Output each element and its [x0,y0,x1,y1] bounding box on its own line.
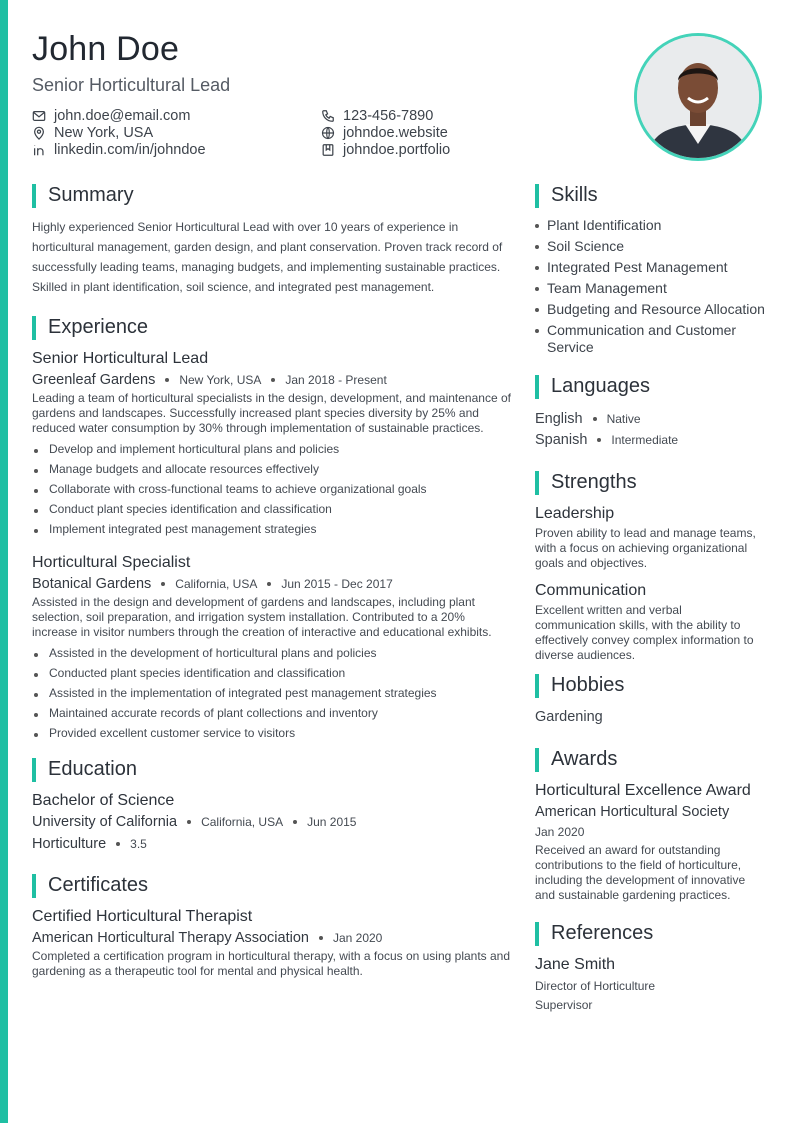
accent-bar [0,0,8,1123]
contact-location [32,124,321,141]
hobbies-heading [535,673,765,698]
language-name: Spanish [535,431,588,448]
profile-photo [634,33,762,161]
separator-dot [267,582,271,586]
heading-accent [535,674,539,698]
job-description: Leading a team of horticultural specialists in the design, development, and maintenance of gardens and landscapes. Successfully increased plant species diversity by 25% and reduced water consumption by 30% through implementation of sustainable practices. [32,391,511,435]
skill-item: Communication and Customer Service [535,322,765,356]
heading-accent [535,748,539,772]
linkedin-icon [32,143,46,157]
skills-list [535,217,765,356]
heading-accent [32,758,36,782]
certificate-date: Jan 2020 [332,931,383,945]
contact-phone[interactable] [321,107,581,124]
education-entry [32,791,512,855]
award-title: Horticultural Excellence Award [535,782,751,799]
separator-dot [597,438,601,442]
heading-text: Education [48,758,137,780]
heading-text: Strengths [551,471,637,493]
heading-accent [32,874,36,898]
degree: Bachelor of Science [32,792,175,809]
job-meta [32,573,512,595]
heading-text: Awards [551,748,618,770]
bullet-item: Provided excellent customer service to visitors [32,723,512,743]
gpa: 3.5 [130,837,147,851]
phone-icon [321,109,335,123]
candidate-name: John Doe [32,30,180,68]
bookmark-icon [321,143,335,157]
languages-list [535,408,765,450]
job-bullets [32,439,512,539]
education-heading [32,757,512,782]
language-item [535,408,765,429]
heading-text: References [551,922,654,944]
bullet-item: Assisted in the implementation of integrated pest management strategies [32,683,512,703]
skill-item: Team Management [535,280,765,297]
award-organization: American Horticultural Society [535,804,730,820]
phone-text: 123-456-7890 [343,107,434,124]
experience-heading [32,315,512,340]
job-title: Senior Horticultural Lead [32,350,209,367]
reference-name: Jane Smith [535,956,616,973]
certificate-entry [32,907,512,979]
separator-dot [319,936,323,940]
contact-portfolio[interactable] [321,141,581,158]
heading-accent [535,375,539,399]
certificates-heading [32,873,512,898]
location-text: New York, USA [54,124,154,141]
heading-accent [32,316,36,340]
bullet-item: Conduct plant species identification and classification [32,499,512,519]
languages-heading [535,374,765,399]
heading-accent [535,922,539,946]
separator-dot [293,820,297,824]
strength-item [535,504,765,571]
reference-entry [535,955,765,1015]
language-level: Intermediate [611,432,679,447]
contact-website[interactable] [321,124,581,141]
contact-linkedin[interactable] [32,141,321,158]
strength-title: Leadership [535,505,615,522]
company: Greenleaf Gardens [32,372,156,388]
separator-dot [161,582,165,586]
strength-description: Proven ability to lead and manage teams, with a focus on achieving organizational goals and objectives. [535,526,756,570]
left-column [32,183,512,982]
skill-item: Plant Identification [535,217,765,234]
award-entry [535,781,765,903]
job-description: Assisted in the design and development of gardens and landscapes, including plant selection, soil preparation, and irrigation system installation. Contributed to a 20% increase in visitor numbers through the creation of interactive and educational exhibits. [32,595,492,639]
bullet-item: Assisted in the development of horticultural plans and policies [32,643,512,663]
school-location: California, USA [201,815,284,829]
linkedin-text: linkedin.com/in/johndoe [54,141,206,158]
separator-dot [271,378,275,382]
skill-item: Integrated Pest Management [535,259,765,276]
bullet-item: Maintained accurate records of plant collections and inventory [32,703,512,723]
language-name: English [535,410,583,427]
heading-text: Hobbies [551,674,625,696]
language-level: Native [606,411,641,426]
job-entry [32,553,512,743]
heading-accent [535,471,539,495]
certificate-description: Completed a certification program in horticultural therapy, with a focus on using plants and gardening as a therapeutic tool for mental and physical health. [32,949,511,978]
hobby-item: Gardening [535,709,603,725]
job-bullets [32,643,512,743]
mail-icon [32,109,46,123]
reference-role: Director of Horticulture [535,979,656,993]
globe-icon [321,126,335,140]
bullet-item: Collaborate with cross-functional teams to achieve organizational goals [32,479,512,499]
strength-description: Excellent written and verbal communication skills, with the ability to effectively convey complex information to diverse audiences. [535,603,754,662]
strengths-heading [535,470,765,495]
heading-text: Languages [551,375,650,397]
right-column [535,183,765,1015]
job-title: Horticultural Specialist [32,554,191,571]
strength-title: Communication [535,582,647,599]
job-location: New York, USA [179,373,262,387]
job-meta [32,369,512,391]
skills-heading [535,183,765,208]
strength-item [535,581,765,663]
awards-heading [535,747,765,772]
contact-list [32,107,592,158]
summary-heading [32,183,512,208]
email-text: john.doe@email.com [54,107,191,124]
candidate-title: Senior Horticultural Lead [32,75,231,95]
certificate-issuer: American Horticultural Therapy Association [32,930,309,946]
job-dates: Jun 2015 - Dec 2017 [281,577,393,591]
separator-dot [165,378,169,382]
heading-text: Certificates [48,874,149,896]
heading-accent [32,184,36,208]
website-text: johndoe.website [343,124,448,141]
school: University of California [32,814,178,830]
summary-text: Highly experienced Senior Horticultural Lead with over 10 years of experience in horticultural management, garden design, and plant conservation. Proven track record of successfully leading teams, managing budgets, and implementing sustainable practices. Skilled in plant identification, soil science, and integrated pest management. [32,220,503,294]
separator-dot [593,417,597,421]
portfolio-text: johndoe.portfolio [343,141,451,158]
bullet-item: Conducted plant species identification and classification [32,663,512,683]
bullet-item: Develop and implement horticultural plans and policies [32,439,512,459]
heading-text: Summary [48,184,134,206]
skill-item: Soil Science [535,238,765,255]
job-entry [32,349,512,539]
skill-item: Budgeting and Resource Allocation [535,301,765,318]
education-meta [32,811,512,833]
job-location: California, USA [175,577,258,591]
education-field [32,833,512,855]
heading-text: Skills [551,184,598,206]
language-item [535,429,765,450]
contact-email[interactable] [32,107,321,124]
certificate-meta [32,927,512,949]
heading-text: Experience [48,316,149,338]
graduation-date: Jun 2015 [307,815,357,829]
bullet-item: Manage budgets and allocate resources effectively [32,459,512,479]
heading-accent [535,184,539,208]
award-description: Received an award for outstanding contributions to the field of horticulture, including the development of innovative and sustainable gardening practices. [535,843,746,902]
job-dates: Jan 2018 - Present [285,373,387,387]
reference-note: Supervisor [535,998,593,1012]
company: Botanical Gardens [32,576,152,592]
separator-dot [116,842,120,846]
award-date: Jan 2020 [535,825,585,839]
separator-dot [187,820,191,824]
bullet-item: Implement integrated pest management strategies [32,519,512,539]
references-heading [535,921,765,946]
location-icon [32,126,46,140]
certificate-title: Certified Horticultural Therapist [32,908,253,925]
field-of-study: Horticulture [32,836,107,852]
